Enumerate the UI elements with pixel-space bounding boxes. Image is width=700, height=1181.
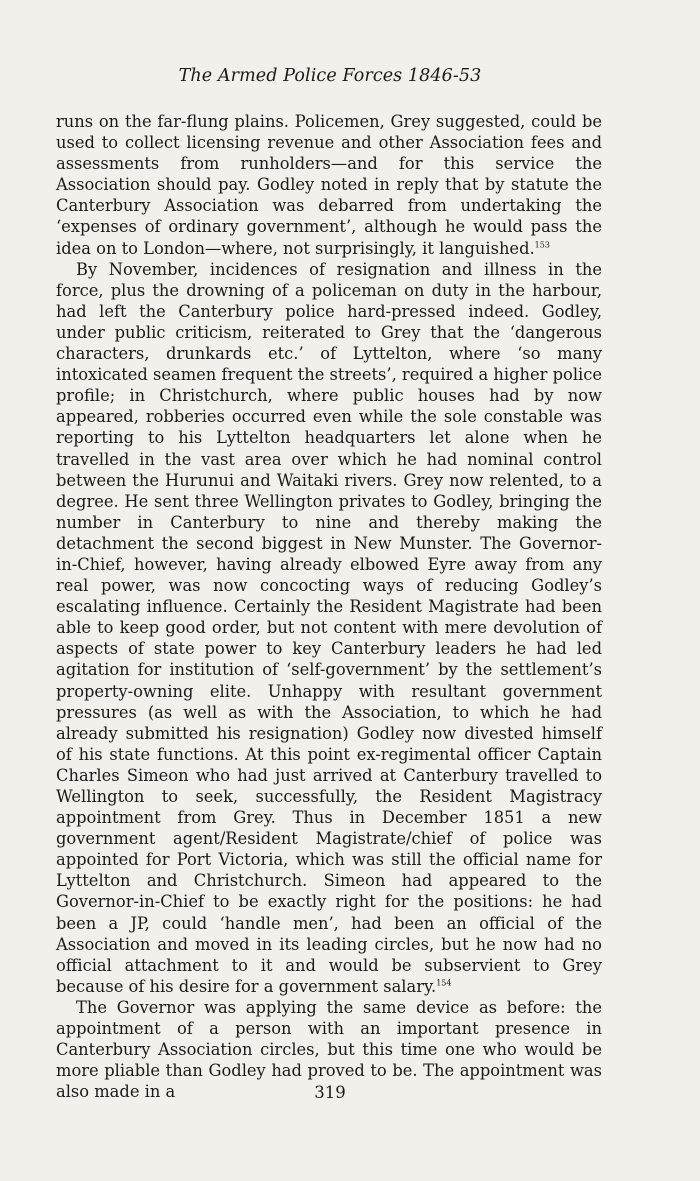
paragraph-3-text: The Governor was applying the same device as before: the appointment of a person with an important presence in Canterbury Association circles, but this time one who would be more pliable than Godley had proved to be. The appointment was also made in a <box>56 997 602 1102</box>
paragraph-2-text: By November, incidences of resignation and illness in the force, plus the drowning of a policeman on duty in the harbour, had left the Canterbury police hard-pressed indeed. Godley, under public criticism, reiterated to Grey that the ‘dangerous characters, drunkards etc.’ of Lyttelton, where ‘so many intoxicated seamen frequent the streets’, required a higher police profile; in Christchurch, where public houses had by now appeared, robberies occurred even while the sole constable was reporting to his Lyttelton headquarters let alone when he travelled in the vast area over which he had nominal control between the Hurunui and Waitaki rivers. Grey now relented, to a degree. He sent three Wellington privates to Godley, bringing the number in Canterbury to nine and thereby making the detachment the second biggest in New Munster. The Governor-in-Chief, however, having already elbowed Eyre away from any real power, was now concocting ways of reducing Godley’s escalating influence. Certainly the Resident Magistrate had been able to keep good order, but not content with mere devolution of aspects of state power to key Canterbury leaders he had led agitation for institution of ‘self-government’ by the settlement’s property-owning elite. Unhappy with resultant government pressures (as well as with the Association, to which he had already submitted his resignation) Godley now divested himself of his state functions. At this point ex-regimental officer Captain Charles Simeon who had just arrived at Canterbury travelled to Wellington to seek, successfully, the Resident Magistracy appointment from Grey. Thus in December 1851 a new government agent/Resident Magistrate/chief of police was appointed for Port Victoria, which was still the official name for Lyttelton and Christchurch. Simeon had appeared to the Governor-in-Chief to be exactly right for the positions: he had been a JP, could ‘handle men’, had been an official of the Association and moved in its leading circles, but he now had no official attachment to it and would be subservient to Grey because of his desire for a government salary. <box>56 259 602 996</box>
paragraph-2 <box>56 259 602 997</box>
footnote-ref-153: 153 <box>534 240 550 250</box>
running-head: The Armed Police Forces 1846-53 <box>178 66 482 86</box>
footnote-ref-154: 154 <box>436 978 452 988</box>
paragraph-1-text: runs on the far-flung plains. Policemen, Grey suggested, could be used to collect licensing revenue and other Association fees and assessments from runholders—and for this service the Association should pay. Godley noted in reply that by statute the Canterbury Association was debarred from undertaking the ‘expenses of ordinary government’, although he would pass the idea on to London—where, not surprisingly, it languished. <box>56 112 602 258</box>
body-text <box>56 111 602 1102</box>
paragraph-1 <box>56 111 602 259</box>
page-number: 319 <box>314 1083 346 1102</box>
